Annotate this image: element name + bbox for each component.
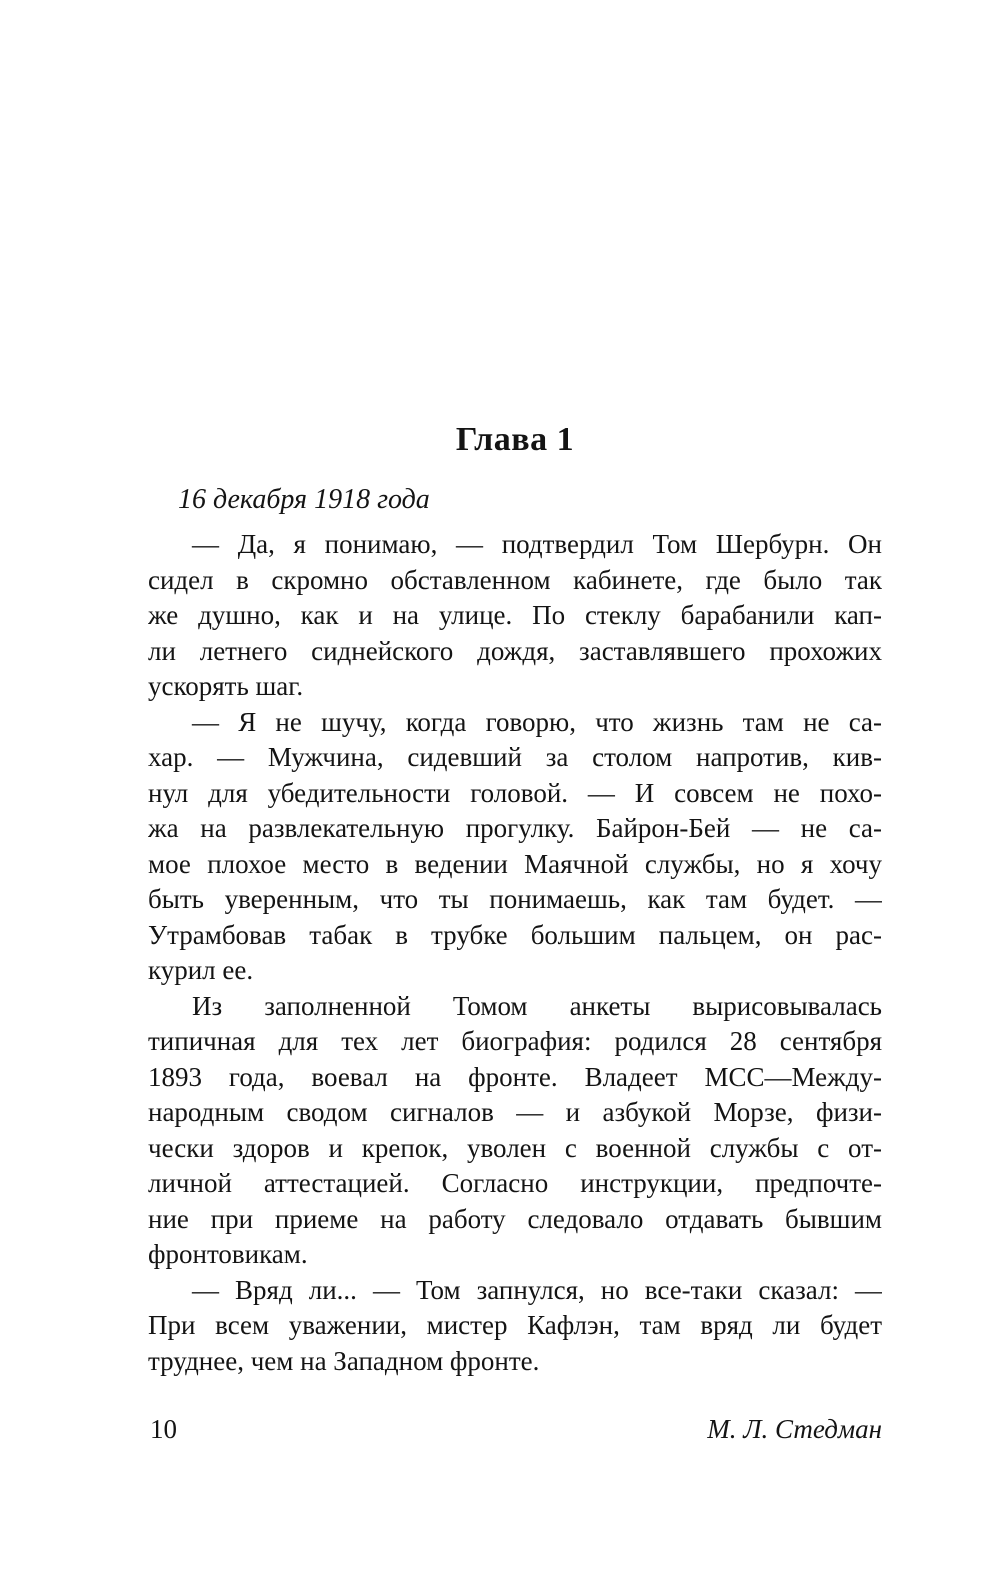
text-line: Утрамбовав табак в трубке большим пальцем, он рас-: [148, 919, 882, 950]
page-footer: [150, 1412, 882, 1446]
chapter-heading: Глава 1: [455, 421, 575, 458]
text-line: ние при приеме на работу следовало отдавать бывшим: [148, 1203, 882, 1234]
text-line: Из заполненной Томом анкеты вырисовывалась: [192, 990, 882, 1021]
text-line: ускорять шаг.: [148, 671, 304, 701]
text-line: сидел в скромно обставленном кабинете, где было так: [148, 564, 882, 595]
text-line: — Я не шучу, когда говорю, что жизнь там не са-: [192, 706, 882, 737]
text-line: При всем уважении, мистер Кафлэн, там вряд ли будет: [148, 1310, 882, 1340]
text-line: фронтовикам.: [148, 1239, 308, 1269]
body-text: [148, 527, 882, 1379]
text-line: хар. — Мужчина, сидевший за столом напротив, кив-: [148, 742, 882, 772]
text-line: ли летнего сиднейского дождя, заставлявшего прохожих: [148, 635, 882, 666]
text-line: жа на развлекательную прогулку. Байрон-Бей — не са-: [148, 813, 882, 843]
text-line: нул для убедительности головой. — И совсем не похо-: [148, 777, 882, 808]
paragraph: [148, 1273, 882, 1380]
text-line: труднее, чем на Западном фронте.: [148, 1345, 540, 1376]
text-line: народным сводом сигналов — и азбукой Морзе, физи-: [148, 1097, 882, 1127]
text-line: — Да, я понимаю, — подтвердил Том Шербурн. Он: [192, 529, 882, 559]
date-line: 16 декабря 1918 года: [178, 484, 430, 515]
paragraph: [148, 527, 882, 705]
text-line: личной аттестацией. Согласно инструкции, предпочте-: [148, 1168, 882, 1198]
paragraph: [148, 705, 882, 989]
text-line: чески здоров и крепок, уволен с военной службы с от-: [148, 1132, 882, 1163]
text-line: же душно, как и на улице. По стеклу барабанили кап-: [148, 600, 882, 630]
running-author: М. Л. Стедман: [707, 1414, 882, 1444]
paragraph: [148, 989, 882, 1273]
text-line: типичная для тех лет биография: родился 28 сентября: [148, 1026, 882, 1056]
text-line: 1893 года, воевал на фронте. Владеет МСС—Между-: [148, 1061, 882, 1092]
text-line: курил ее.: [148, 955, 254, 985]
text-line: мое плохое место в ведении Маячной службы, но я хочу: [148, 848, 882, 879]
page-number: 10: [150, 1414, 177, 1444]
text-line: — Вряд ли... — Том запнулся, но все-таки сказал: —: [192, 1274, 882, 1305]
text-line: быть уверенным, что ты понимаешь, как там будет. —: [148, 884, 882, 914]
